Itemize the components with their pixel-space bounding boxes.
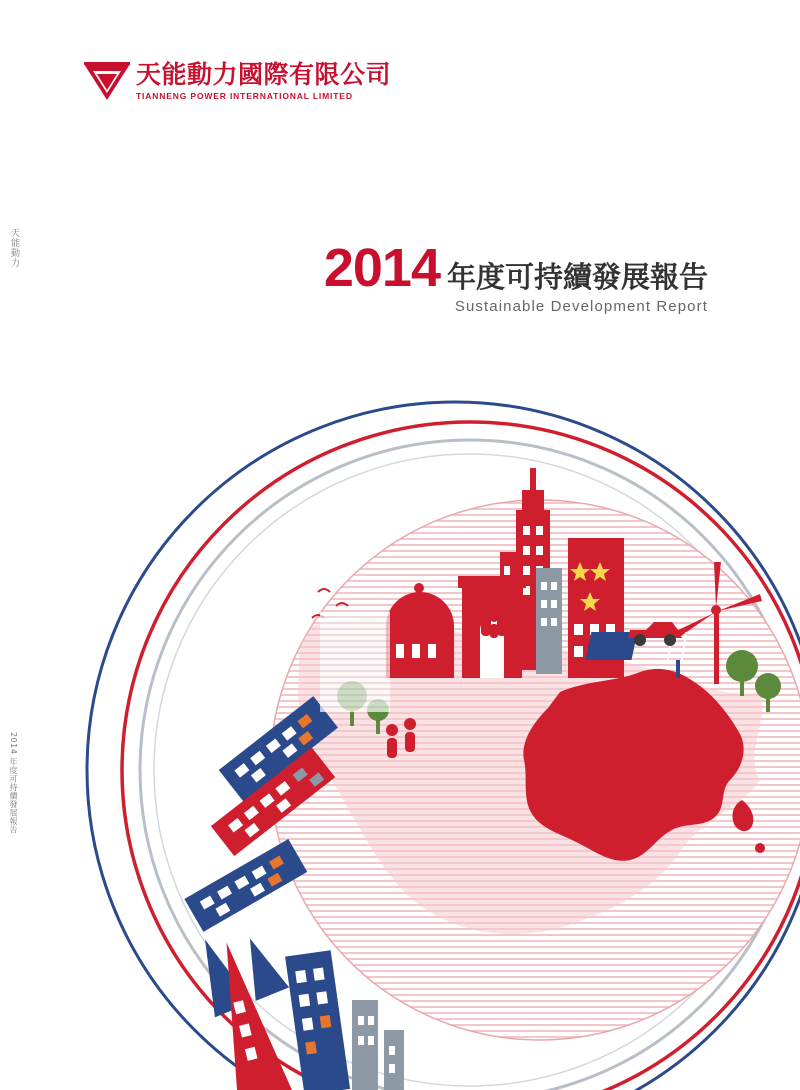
side-note-top: 天能動力	[9, 228, 19, 268]
report-title-cn: 年度可持續發展報告	[446, 259, 708, 294]
report-title-en: Sustainable Development Report	[454, 297, 708, 315]
side-note-bottom: 2014 年度可持續發展報告	[9, 732, 18, 834]
tianneng-triangle-logo-icon	[84, 62, 130, 102]
globe-city-skyline-illustration	[0, 297, 800, 1090]
hatch-panel	[320, 612, 390, 712]
company-logo	[84, 62, 391, 102]
report-year: 2014	[323, 238, 440, 298]
logo-company-name-en: TIANNENG POWER INTERNATIONAL LIMITED	[136, 91, 353, 102]
logo-company-name-cn: 天能動力國際有限公司	[136, 60, 392, 89]
